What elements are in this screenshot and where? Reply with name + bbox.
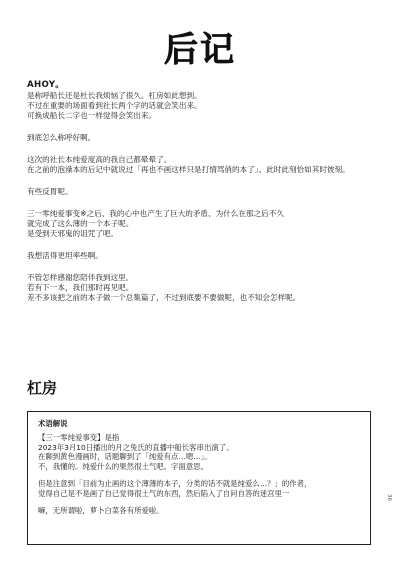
text-line: 在之前的泡澡本的后记中就说过「再也不画这样只是打情骂俏的本了」、此时此刻恰如其时彼刻。 bbox=[27, 165, 350, 174]
paragraph-3 bbox=[27, 155, 377, 175]
text-line: 是受到天邪鬼的诅咒了吧。 bbox=[27, 229, 119, 238]
text-line: 这次的社长本纯爱度高的我自己都晕晕了。 bbox=[27, 155, 172, 164]
page-number: 36 bbox=[386, 494, 392, 501]
paragraph-1 bbox=[27, 91, 377, 121]
text-line: 不管怎样感谢您陪伴我到这里。 bbox=[27, 273, 134, 282]
author-signature: 杠房 bbox=[27, 379, 58, 397]
text-line: 是称呼船长还是杜长我烦恼了很久。杠房如此想到。 bbox=[27, 91, 202, 100]
paragraph-5 bbox=[27, 209, 377, 239]
glossary-line: 在聊到黄色漫画时，话题聊到了「纯爱有点…嗯…」。 bbox=[38, 452, 212, 462]
paragraph-2 bbox=[27, 133, 377, 143]
paragraph-4 bbox=[27, 187, 377, 197]
paragraph-6 bbox=[27, 251, 377, 261]
text-line: 差不多该把之前的本子做一个总集篇了，不过到底要不要做呢，也不知会怎样呢。 bbox=[27, 293, 301, 302]
paragraph-7 bbox=[27, 273, 377, 303]
text-line: 到底怎么称呼好啊。 bbox=[27, 133, 96, 142]
text-line: 有些反胃呢。 bbox=[27, 187, 73, 196]
page-title: 后记 bbox=[164, 30, 236, 70]
text-line: 我想活得更坦率些啊。 bbox=[27, 251, 103, 260]
glossary-line: 觉得自己是不是画了自己觉得很土气的东西，然后陷入了自问自答的迷宫里一 bbox=[38, 488, 290, 498]
greeting: AHOY。 bbox=[27, 80, 65, 90]
afterword-body bbox=[27, 80, 377, 303]
glossary-box bbox=[27, 411, 371, 545]
glossary-line: 【三一零纯爱事变】是指 bbox=[38, 432, 120, 442]
glossary-line: 2023年3月10日播出的月之兔氏的直播中船长客串出演了。 bbox=[38, 442, 234, 452]
text-line: 若有下一本，我们那时再见吧。 bbox=[27, 283, 134, 292]
text-line: 就完成了这么薄的一个本子呢。 bbox=[27, 219, 134, 228]
text-line: 三一零纯爱事变※之后、我的心中也产生了巨大的矛盾、为什么在那之后不久 bbox=[27, 209, 284, 218]
glossary-title: 术语解说 bbox=[38, 419, 68, 428]
text-line: 可换成船长二字也一样觉得会笑出来。 bbox=[27, 111, 157, 120]
glossary-line: 但是注意到「目前为止画的这个薄薄的本子，分类的话不就是纯爱么…？」的作者， bbox=[38, 478, 312, 488]
glossary-line: 嘛，无所谓啦，萝卜白菜各有所爱啦。 bbox=[38, 505, 164, 515]
glossary-line: 不，我懂的。纯爱什么的果然很土气吧。字面意思。 bbox=[38, 462, 208, 472]
text-line: 不过在重要的场面看到社长两个字的话就会笑出来。 bbox=[27, 101, 202, 110]
